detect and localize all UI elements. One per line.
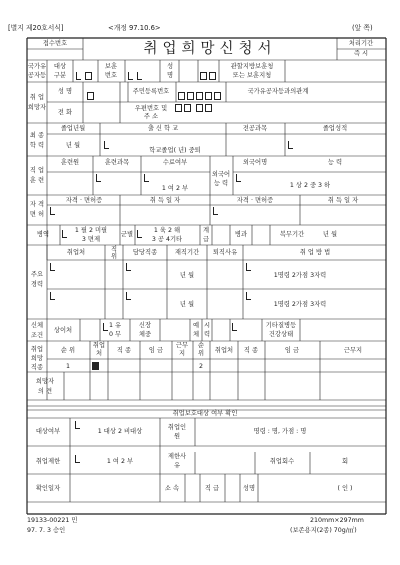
status-b: 력 <box>203 331 211 338</box>
status-a: 시 <box>203 322 211 329</box>
employ-label-a: 취업인 <box>167 424 187 431</box>
digit-box <box>175 104 182 112</box>
service-label: 복무기간 <box>279 231 305 238</box>
license-label-b: 면 허 <box>29 211 45 218</box>
name-label-b: 명 <box>166 72 174 79</box>
digit-box <box>87 92 94 100</box>
checkbox-mark <box>75 455 80 463</box>
desired-rank-header: 순 위 <box>60 347 76 354</box>
desired-no-2: 2 <box>198 363 204 370</box>
employ-label-b: 원 <box>173 433 181 440</box>
checkbox-mark <box>246 292 251 300</box>
page-side: (앞 쪽) <box>352 24 373 32</box>
checker-name-label: 성명 <box>242 485 256 492</box>
applicant-label-b: 희망자 <box>27 104 47 111</box>
checkbox-mark <box>246 263 251 271</box>
body-label-b: 체중 <box>138 331 152 338</box>
physical-label-a: 신체 <box>30 322 44 329</box>
soldier-label: 병과 <box>234 231 248 238</box>
edu-label-a: 최 종 <box>29 132 45 139</box>
desired-type-b: 지 <box>178 350 186 357</box>
license-label-a: 자 격 <box>29 201 45 208</box>
desired-no-1: 1 <box>65 363 71 370</box>
filled-box <box>92 362 99 370</box>
eligible-value: 1 대상 2 비대상 <box>97 428 143 435</box>
career-reason-header: 퇴직사유 <box>212 249 238 256</box>
branch-options-a: 1 육 2 해 <box>153 227 181 234</box>
career-duty-header: 담당직종 <box>132 249 158 256</box>
applicant-name-label: 성 명 <box>57 88 73 95</box>
office-label-b: 또는 보훈지청 <box>232 72 272 79</box>
eyesight-a: 예 <box>192 322 200 329</box>
grad-year-header: 졸업년월 <box>60 125 86 132</box>
digit-box <box>209 72 216 80</box>
check-title: 취업보호대상 여부 확인 <box>172 410 238 417</box>
physical-label-b: 조건 <box>30 332 44 339</box>
limit-reason-a: 제한사 <box>167 453 187 460</box>
employ-value: 명령 : 명, 가점 : 명 <box>253 428 307 435</box>
checkbox-mark <box>137 230 142 238</box>
limit-reason-b: 유 <box>173 462 181 469</box>
training-done-value: 1 여 2 부 <box>161 185 189 192</box>
zip-label-b: 주 소 <box>143 113 159 120</box>
career-method-header: 취 업 방 법 <box>299 249 331 256</box>
military-status-b: 3 면제 <box>81 236 101 243</box>
office-label-a: 관할지방보훈청 <box>230 63 274 70</box>
digit-box <box>196 104 203 112</box>
name-label-a: 성 <box>166 63 174 70</box>
career-label-a: 주요 <box>30 271 44 278</box>
military-status-a: 1 필 2 미필 <box>74 227 108 234</box>
license-header-1: 자격 · 면허증 <box>65 197 103 204</box>
body-label-a: 신장 <box>138 322 152 329</box>
eyesight-b: 체 <box>192 331 200 338</box>
training-org-header: 훈련원 <box>60 159 80 166</box>
career-period-header: 재직기간 <box>174 249 200 256</box>
checkbox-mark <box>62 230 67 238</box>
license-header-2: 자격 · 면허증 <box>236 197 274 204</box>
rank-label-b: 급 <box>202 236 210 243</box>
desired-wage2-header: 임 금 <box>284 347 300 354</box>
receipt-label: 접수번호 <box>42 40 68 47</box>
target-label-b: 구분 <box>53 72 67 79</box>
foreign-label-b: 능 력 <box>213 180 229 187</box>
phone-label: 전 화 <box>57 109 73 116</box>
checkbox-mark <box>50 263 55 271</box>
ability-value: 1 상 2 중 3 하 <box>289 182 331 189</box>
career-method-value-1: 1명령 2가점 3자력 <box>273 272 327 279</box>
footer-approval: 97. 7. 3 승인 <box>27 527 66 534</box>
digit-box <box>196 92 203 100</box>
date-label: 확인일자 <box>35 485 61 492</box>
disability-option-a: 1 유 <box>108 322 122 329</box>
foreign-label-a: 외국어 <box>211 171 231 178</box>
digit-box <box>200 72 207 80</box>
desired-type-a: 근무 <box>175 342 189 349</box>
checkbox-mark <box>128 72 133 80</box>
revision-note: <개정 97.10.6> <box>108 24 161 32</box>
seal-mark: ( 인 ) <box>337 485 353 492</box>
other-health-a: 기타질병등 <box>265 322 297 329</box>
disability-option-b: 0 무 <box>108 331 122 338</box>
military-label: 병역 <box>36 231 50 238</box>
digit-box <box>178 92 185 100</box>
major-header: 전공과목 <box>242 125 268 132</box>
dept-label: 소 속 <box>164 485 180 492</box>
ability-header: 능 력 <box>327 159 343 166</box>
checkbox-mark <box>126 263 131 271</box>
digit-box <box>205 104 212 112</box>
career-period-value-1: 년 월 <box>179 272 195 279</box>
eligible-label: 대상여부 <box>35 428 61 435</box>
lang-header: 외국어명 <box>242 159 268 166</box>
desired-label-b: 희망 <box>30 355 44 362</box>
zip-label-a: 우편번호 및 <box>134 105 168 112</box>
service-value: 년 월 <box>322 231 338 238</box>
desired-type2-header: 근무지 <box>343 347 363 354</box>
career-method-value-2: 1명령 2가점 3자력 <box>273 301 327 308</box>
form-number: [별지 제20호서식] <box>8 24 64 32</box>
career-position-a: 직 <box>110 246 118 253</box>
digit-box <box>214 92 221 100</box>
opinion-label-a: 희망자 <box>35 378 55 385</box>
rank-label-a: 계 <box>202 227 210 234</box>
checkbox-mark <box>232 323 237 331</box>
training-label-b: 훈 련 <box>29 177 45 184</box>
training-course-header: 훈련과목 <box>104 159 130 166</box>
other-health-b: 건강상태 <box>268 331 294 338</box>
branch-options-b: 3 공 4기타 <box>151 236 183 243</box>
checkbox-mark <box>50 207 55 215</box>
career-label-b: 경력 <box>30 281 44 288</box>
footer-size: 210mm×297mm <box>310 517 364 524</box>
checkbox-mark <box>104 141 109 149</box>
checkbox-mark <box>103 323 108 331</box>
digit-box <box>187 92 194 100</box>
digit-box <box>205 92 212 100</box>
career-company-header: 취업처 <box>66 249 86 256</box>
target-label-a: 대상 <box>53 63 67 70</box>
training-label-a: 직 업 <box>29 167 45 174</box>
career-period-value-2: 년 월 <box>179 301 195 308</box>
desired-company-b: 처 <box>95 350 103 357</box>
benefit-label-b: 번호 <box>104 72 118 79</box>
checkbox-mark <box>137 72 142 80</box>
times-label: 취업회수 <box>269 458 295 465</box>
desired-company-a: 취업 <box>92 342 106 349</box>
checkbox-mark <box>213 207 218 215</box>
footer-paper: (보존용지(2종) 70g/㎡) <box>290 527 357 534</box>
disability-label: 상이처 <box>53 327 73 334</box>
digit-box <box>85 72 92 80</box>
desired-wage-header: 임 금 <box>148 347 164 354</box>
applicant-label-a: 취 업 <box>29 94 45 101</box>
desired-label-c: 직종 <box>30 364 44 371</box>
desired-job-header: 직 종 <box>116 347 132 354</box>
desired-company2-header: 취업처 <box>214 347 234 354</box>
desired-rank2-a: 순 <box>197 342 205 349</box>
desired-label-a: 취업 <box>30 346 44 353</box>
pos-label: 직 급 <box>204 485 220 492</box>
checkbox-mark <box>126 292 131 300</box>
license-date-header-1: 취 득 일 자 <box>149 197 181 204</box>
rrn-label: 주민등록번호 <box>132 88 170 95</box>
checkbox-mark <box>144 174 149 182</box>
checkbox-mark <box>75 421 80 429</box>
school-header: 출 신 학 교 <box>147 125 179 132</box>
times-value: 회 <box>341 458 349 465</box>
training-done-header: 수료여부 <box>162 159 188 166</box>
form-title: 취업희망신청서 <box>143 41 277 57</box>
checkbox-mark <box>236 174 241 182</box>
checkbox-mark <box>96 174 101 182</box>
checkbox-mark <box>50 292 55 300</box>
footer-code: 19133-00221 민 <box>27 517 78 524</box>
checkbox-mark <box>76 72 81 80</box>
grad-year-value: 년 월 <box>65 142 81 149</box>
desired-job2-header: 직 종 <box>243 347 259 354</box>
digit-box <box>184 104 191 112</box>
opinion-label-b: 의 견 <box>37 388 53 395</box>
desired-rank2-b: 위 <box>197 350 205 357</box>
row1-label-b: 공자등 <box>27 72 47 79</box>
limit-value: 1 여 2 부 <box>106 458 134 465</box>
edu-label-b: 학 력 <box>29 142 45 149</box>
relation-label: 국가유공자등과의관계 <box>247 88 309 95</box>
license-date-header-2: 취 득 일 자 <box>327 197 359 204</box>
benefit-label-a: 보훈 <box>104 63 118 70</box>
period-label: 처리기간 <box>348 40 374 47</box>
row1-label-a: 국가유 <box>27 63 47 70</box>
period-value: 즉 시 <box>353 50 369 57</box>
career-position-b: 위 <box>110 253 118 260</box>
checkbox-mark <box>288 141 293 149</box>
limit-label: 취업제한 <box>35 458 61 465</box>
degree-value: 학교졸업( 년) 중퇴 <box>149 147 201 154</box>
branch-label: 군별 <box>120 231 134 238</box>
grade-header: 졸업성적 <box>322 125 348 132</box>
